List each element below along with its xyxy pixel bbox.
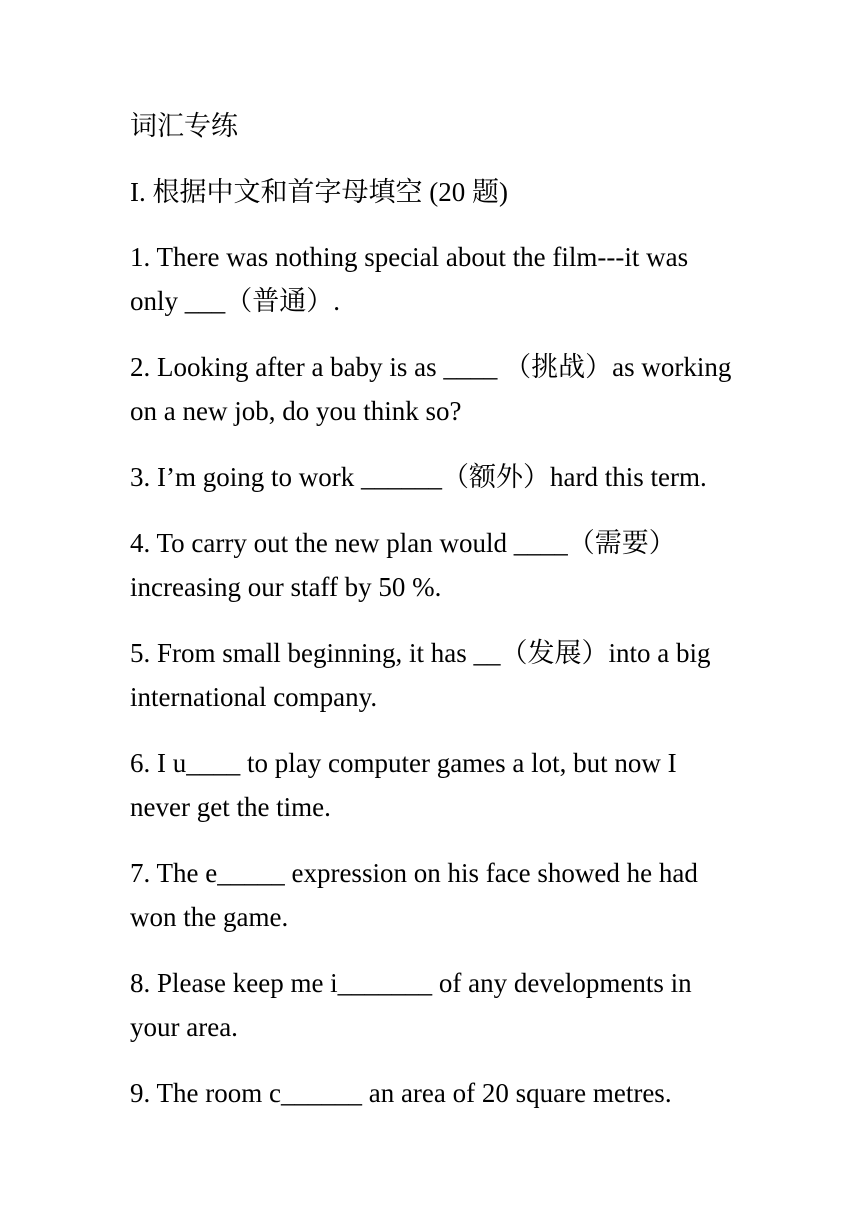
document-title: 词汇专练 <box>130 111 238 141</box>
question-1: 1. There was nothing special about the film---it was only ___（普通）. <box>130 242 689 316</box>
question-3: 3. I’m going to work ______（额外）hard this term. <box>130 462 707 492</box>
question-7: 7. The e_____ expression on his face showed he had won the game. <box>130 858 698 932</box>
question-4: 4. To carry out the new plan would ____（需要）increasing our staff by 50 %. <box>130 528 676 602</box>
question-9: 9. The room c______ an area of 20 square metres. <box>130 1078 672 1108</box>
section-heading: I. 根据中文和首字母填空 (20 题) <box>130 177 508 207</box>
question-6: 6. I u____ to play computer games a lot, but now I never get the time. <box>130 748 677 822</box>
question-8: 8. Please keep me i_______ of any developments in your area. <box>130 968 692 1042</box>
question-2: 2. Looking after a baby is as ____ （挑战）as working on a new job, do you think so? <box>130 352 732 426</box>
document-content <box>130 104 740 1137</box>
question-5: 5. From small beginning, it has __（发展）into a big international company. <box>130 638 711 712</box>
